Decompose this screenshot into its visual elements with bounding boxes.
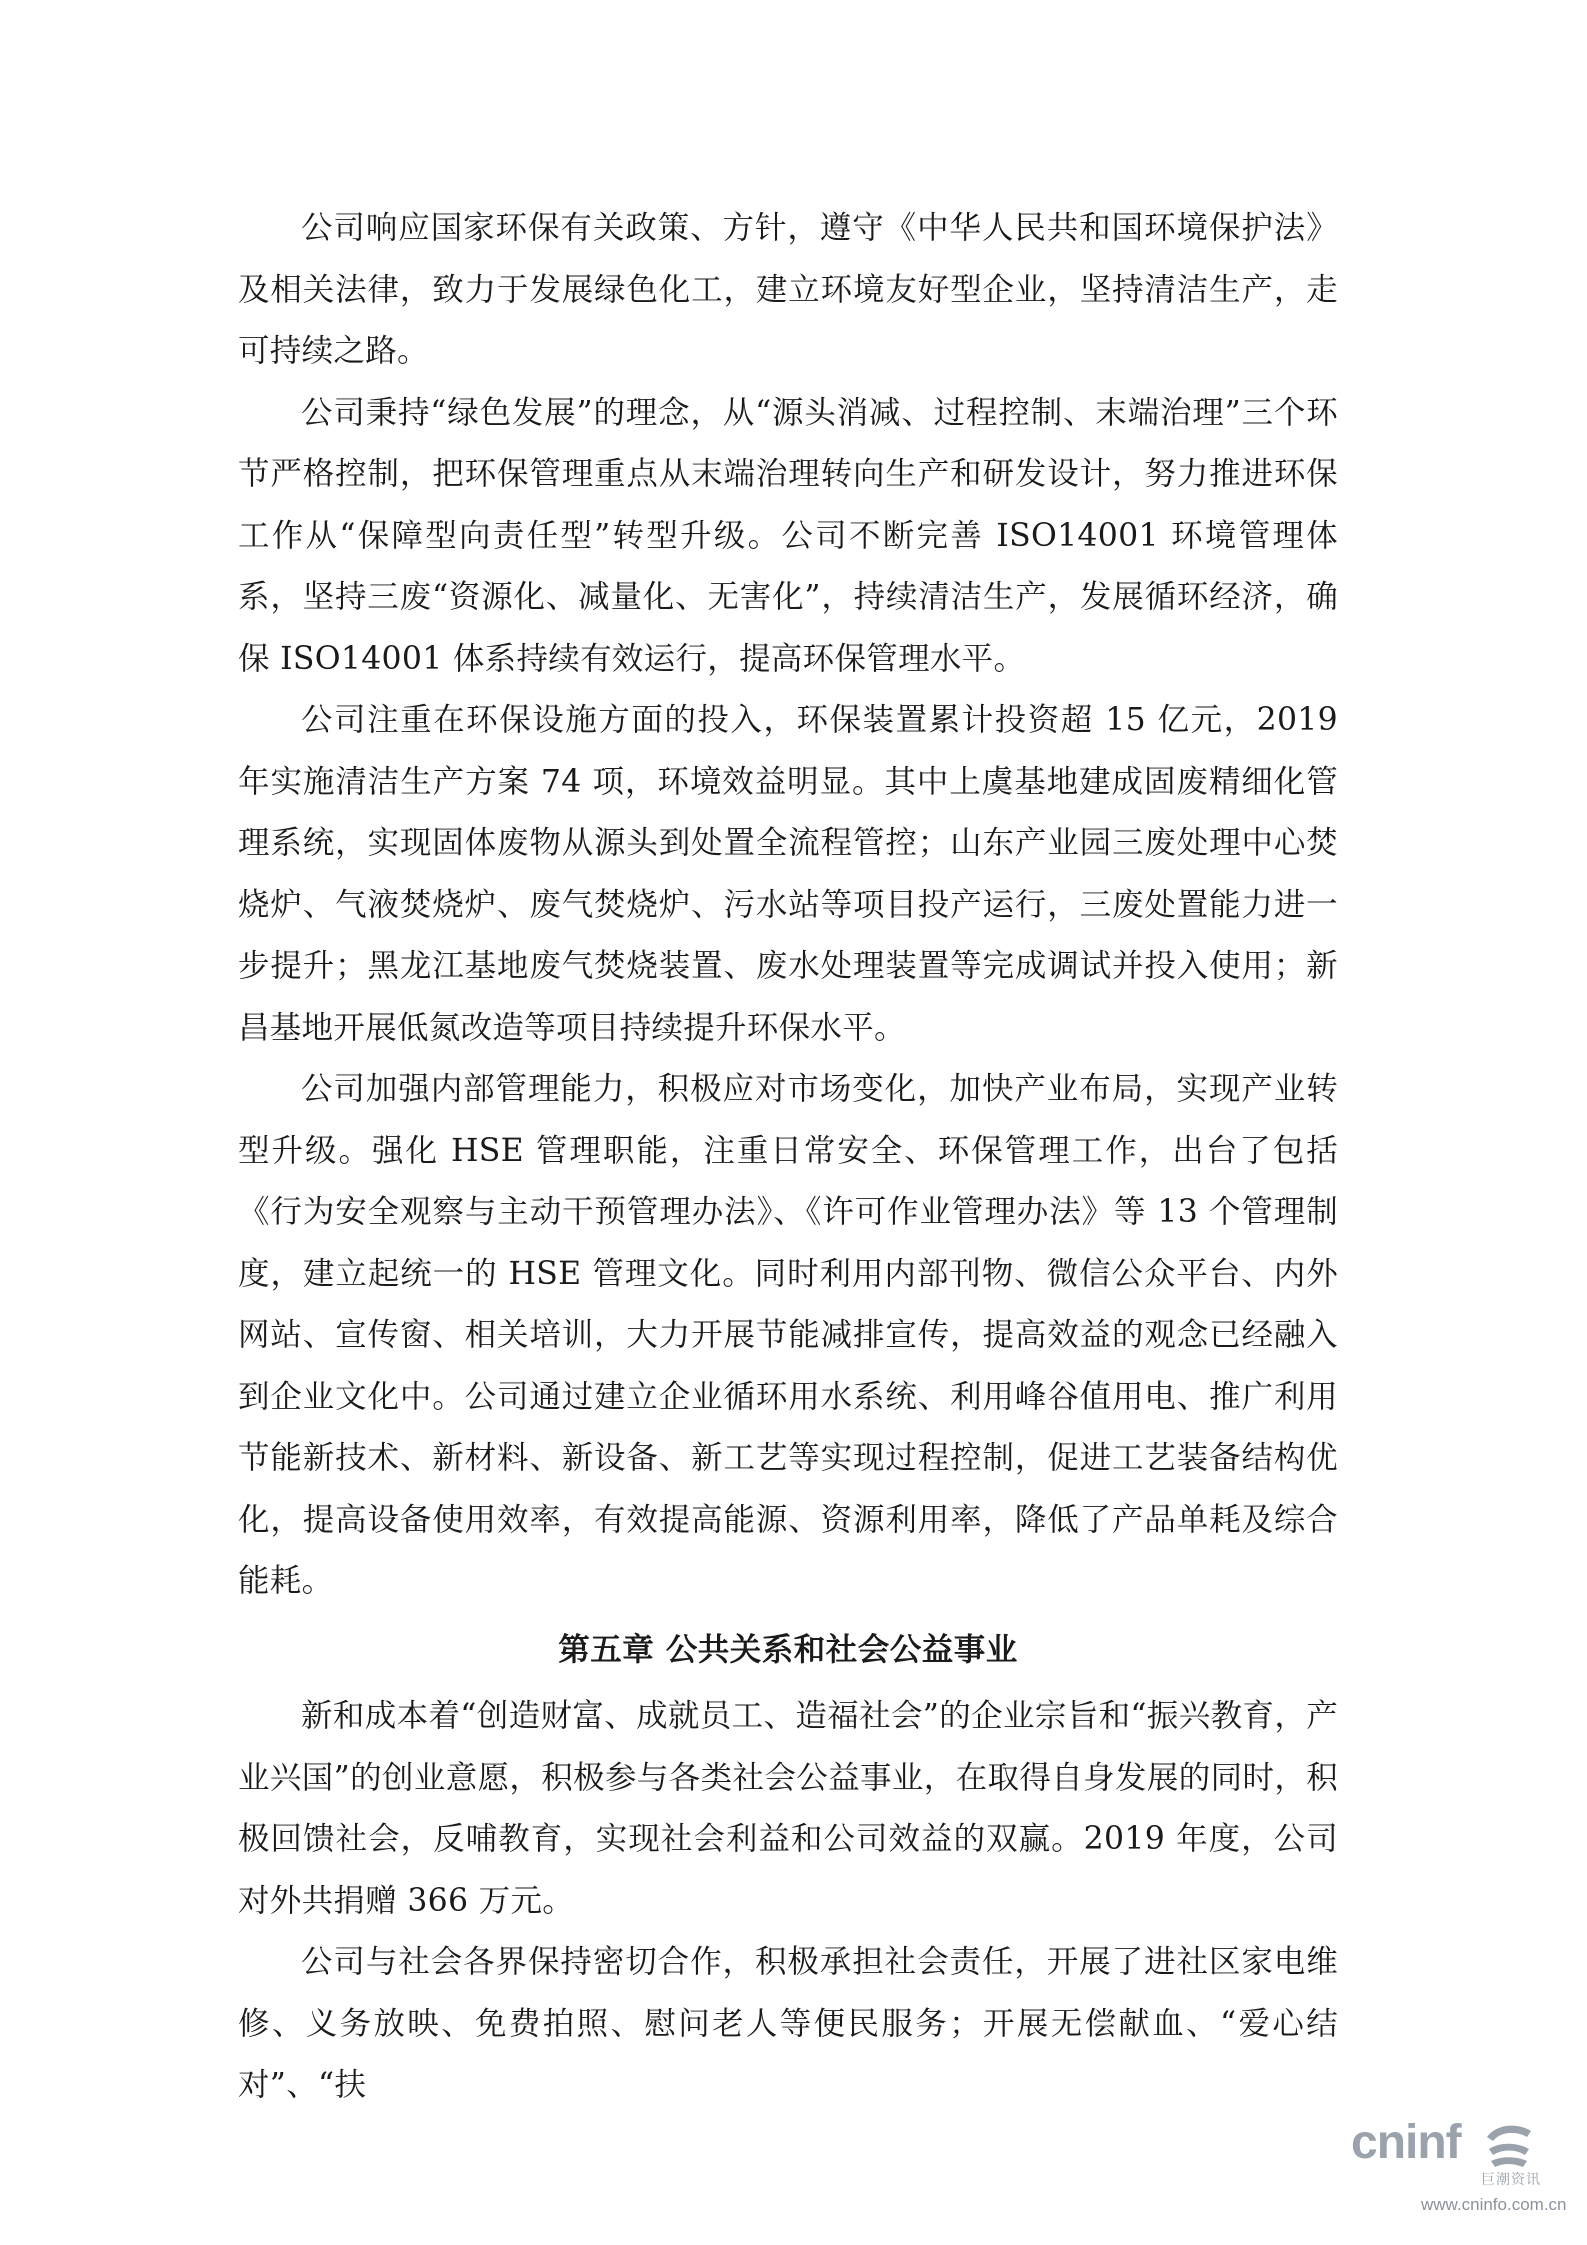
paragraph-environmental-investment: 公司注重在环保设施方面的投入，环保装置累计投资超 15 亿元，2019 年实施清洁生产方案 74 项，环境效益明显。其中上虞基地建成固废精细化管理系统，实现固体废物从源头到处置全流程管控；山东产业园三废处理中心焚烧炉、气液焚烧炉、废气焚烧炉、污水站等项目投产运行，三废处置能力进一步提升；黑龙江基地废气焚烧装置、废水处理装置等完成调试并投入使用；新昌基地开展低氮改造等项目持续提升环保水平。 xyxy=(238,702,1338,1046)
chapter-heading: 第五章 公共关系和社会公益事业 xyxy=(558,1630,1018,1668)
paragraph-public-welfare: 新和成本着“创造财富、成就员工、造福社会”的企业宗旨和“振兴教育，产业兴国”的创业意愿，积极参与各类社会公益事业，在取得自身发展的同时，积极回馈社会，反哺教育，实现社会利益和公司效益的双赢。2019 年度，公司对外共捐赠 366 万元。 xyxy=(238,1698,1338,1919)
paragraph-internal-management: 公司加强内部管理能力，积极应对市场变化，加快产业布局，实现产业转型升级。强化 HSE 管理职能，注重日常安全、环保管理工作，出台了包括《行为安全观察与主动干预管理办法》、《许可作业管理办法》等 13 个管理制度，建立起统一的 HSE 管理文化。同时利用内部刊物、微信公众平台、内外网站、宣传窗、相关培训，大力开展节能减排宣传，提高效益的观念已经融入到企业文化中。公司通过建立企业循环用水系统、利用峰谷值用电、推广利用节能新技术、新材料、新设备、新工艺等实现过程控制，促进工艺装备结构优化，提高设备使用效率，有效提高能源、资源利用率，降低了产品单耗及综合能耗。 xyxy=(238,1071,1338,1599)
watermark-subtitle: 巨潮资讯 xyxy=(1481,2171,1541,2187)
watermark-url: www.cninfo.com.cn xyxy=(1421,2195,1567,2214)
paragraph-green-development: 公司秉持“绿色发展”的理念，从“源头消减、过程控制、末端治理”三个环节严格控制，把环保管理重点从末端治理转向生产和研发设计，努力推进环保工作从“保障型向责任型”转型升级。公司不断完善 ISO14001 环境管理体系，坚持三废“资源化、减量化、无害化”，持续清洁生产，发展循环经济，确保 ISO14001 体系持续有效运行，提高环保管理水平。 xyxy=(238,394,1338,677)
watermark-brand: cninf xyxy=(1351,2116,1461,2169)
paragraph-community-cooperation: 公司与社会各界保持密切合作，积极承担社会责任，开展了进社区家电维修、义务放映、免费拍照、慰问老人等便民服务；开展无偿献血、“爱心结对”、“扶 xyxy=(238,1944,1338,2103)
page-content xyxy=(238,198,1338,2117)
cninfo-watermark xyxy=(1351,2115,1567,2225)
cninfo-logo-icon xyxy=(1479,2119,1539,2169)
paragraph-environmental-policy: 公司响应国家环保有关政策、方针，遵守《中华人民共和国环境保护法》及相关法律，致力于发展绿色化工，建立环境友好型企业，坚持清洁生产，走可持续之路。 xyxy=(238,210,1338,369)
